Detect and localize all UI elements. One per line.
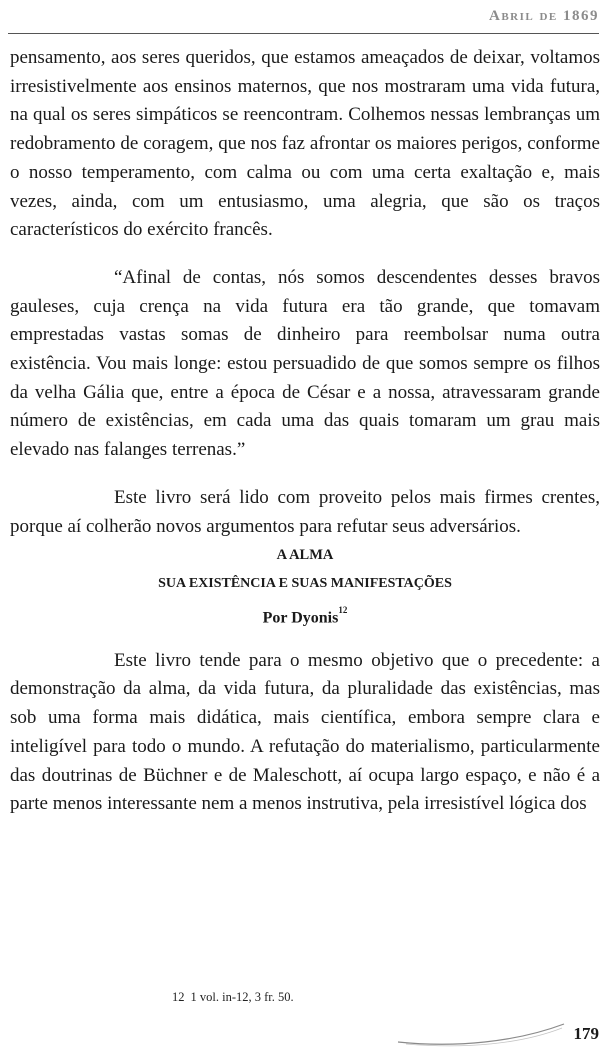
footnote-number: 12 (172, 990, 185, 1004)
paragraph-1: pensamento, aos seres queridos, que estamos ameaçados de deixar, voltamos irresistivelmente aos ensinos maternos, que nos mostraram uma vida futura, na qual os seres simpáticos se reencontram. Colhemos nessas lembranças um redobramento de coragem, que nos faz afrontar os maiores perigos, conforme o nosso temperamento, com calma ou com uma certa exaltação e, mais vezes, ainda, com um entusiasmo, uma alegria, que são os traços característicos do exército francês. (10, 47, 600, 241)
author-name: Por Dyonis (262, 608, 339, 626)
header-rule (8, 33, 599, 34)
section-subtitle: SUA EXISTÊNCIA E SUAS MANIFESTAÇÕES (158, 575, 452, 591)
section-title: A ALMA (276, 547, 334, 564)
paragraph-2-quote: “Afinal de contas, nós somos descendentes desses bravos gauleses, cuja crença na vida futura era tão grande, que tomavam emprestadas vastas somas de dinheiro para reembolsar numa outra existência. Vou mais longe: estou persuadido de que somos sempre os filhos da velha Gália que, entre a época de César e a nossa, atravessaram grande número de existências, em cada uma das quais tomaram um grau mais elevado nas falanges terrenas.” (10, 266, 600, 461)
paragraph-4: Este livro tende para o mesmo objetivo que o precedente: a demonstração da alma, da vida futura, da pluralidade das existências, mas sob uma forma mais didática, mais científica, embora sempre clara e inteligível para todo o mundo. A refutação do materialismo, particularmente das doutrinas de Büchner e de Maleschott, aí ocupa largo espaço, e não é a parte menos interessante nem a menos instrutiva, pela irresistível lógica dos (10, 649, 600, 815)
decorative-swoosh (396, 1018, 566, 1048)
page-body (10, 44, 600, 819)
footnote (172, 990, 294, 1005)
footnote-ref[interactable]: 12 (338, 604, 348, 615)
footnote-text: 1 vol. in-12, 3 fr. 50. (190, 990, 294, 1004)
paragraph-3: Este livro será lido com proveito pelos mais firmes crentes, porque aí colherão novos argumentos para refutar seus adversários. (10, 486, 600, 537)
section-author (10, 599, 600, 633)
page-number: 179 (573, 1024, 599, 1043)
running-header: Abril de 1869 (488, 8, 599, 24)
